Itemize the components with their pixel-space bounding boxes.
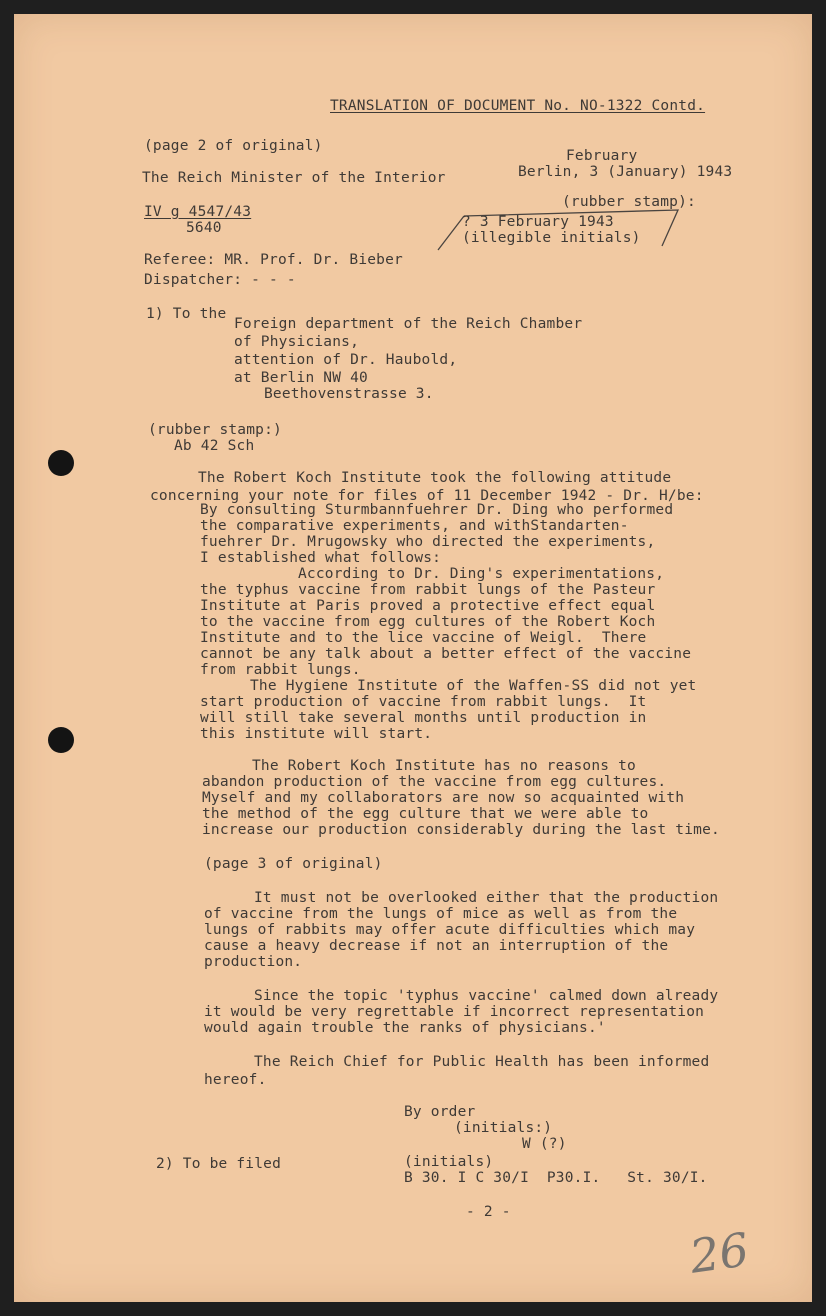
date-line: Berlin, 3 (January) 1943 xyxy=(518,164,733,180)
body-line: cause a heavy decrease if not an interruption of the xyxy=(204,938,669,954)
handwritten-number: 26 xyxy=(686,1222,753,1284)
address-line: 1) To the xyxy=(146,306,227,322)
sender: The Reich Minister of the Interior xyxy=(142,170,446,186)
rubber-stamp-code: Ab 42 Sch xyxy=(174,438,255,454)
by-order: By order xyxy=(404,1104,476,1120)
body-line: the comparative experiments, and withStandarten- xyxy=(200,518,629,534)
body-line: cannot be any talk about a better effect of the vaccine xyxy=(200,646,692,662)
body-line: increase our production considerably during the last time. xyxy=(202,822,720,838)
body-line: fuehrer Dr. Mrugowsky who directed the experiments, xyxy=(200,534,656,550)
address-line: Beethovenstrasse 3. xyxy=(264,386,434,402)
file-number: IV g 4547/43 xyxy=(144,204,252,220)
initials-label: (initials:) xyxy=(454,1120,553,1136)
punch-hole xyxy=(48,727,74,753)
body-line: The Robert Koch Institute took the following attitude xyxy=(198,470,672,486)
body-line: abandon production of the vaccine from egg cultures. xyxy=(202,774,667,790)
page-number: - 2 - xyxy=(466,1204,511,1220)
document-page xyxy=(14,14,812,1302)
address-line: Foreign department of the Reich Chamber xyxy=(234,316,583,332)
body-line: It must not be overlooked either that the production xyxy=(254,890,719,906)
body-line: production. xyxy=(204,954,303,970)
rubber-stamp-label: (rubber stamp:) xyxy=(148,422,282,438)
body-line: will still take several months until production in xyxy=(200,710,647,726)
body-line: lungs of rabbits may offer acute difficulties which may xyxy=(204,922,696,938)
date-month: February xyxy=(566,148,638,164)
body-line: Institute at Paris proved a protective effect equal xyxy=(200,598,656,614)
body-line: By consulting Sturmbannfuehrer Dr. Ding who performed xyxy=(200,502,674,518)
page-reference-3: (page 3 of original) xyxy=(204,856,383,872)
body-line: of vaccine from the lungs of mice as well as from the xyxy=(204,906,678,922)
body-line: Myself and my collaborators are now so acquainted with xyxy=(202,790,685,806)
body-line: The Reich Chief for Public Health has been informed xyxy=(254,1054,710,1070)
stamp-date: ? 3 February 1943 xyxy=(462,214,614,230)
address-line: of Physicians, xyxy=(234,334,360,350)
body-line: to the vaccine from egg cultures of the Robert Koch xyxy=(200,614,656,630)
body-line: the method of the egg culture that we were able to xyxy=(202,806,649,822)
initials2: (initials) xyxy=(404,1154,494,1170)
document-title: TRANSLATION OF DOCUMENT No. NO-1322 Contd. xyxy=(330,98,706,114)
punch-hole xyxy=(48,450,74,476)
body-line: Institute and to the lice vaccine of Weigl. There xyxy=(200,630,647,646)
page-reference: (page 2 of original) xyxy=(144,138,323,154)
body-line: The Hygiene Institute of the Waffen-SS did not yet xyxy=(250,678,697,694)
body-line: this institute will start. xyxy=(200,726,433,742)
body-line: hereof. xyxy=(204,1072,267,1088)
body-line: the typhus vaccine from rabbit lungs of the Pasteur xyxy=(200,582,656,598)
to-be-filed: 2) To be filed xyxy=(156,1156,282,1172)
stamp-initials: (illegible initials) xyxy=(462,230,641,246)
body-line: from rabbit lungs. xyxy=(200,662,361,678)
body-line: concerning your note for files of 11 December 1942 - Dr. H/be: xyxy=(150,488,704,504)
distribution-codes: B 30. I C 30/I P30.I. St. 30/I. xyxy=(404,1170,708,1186)
body-line: start production of vaccine from rabbit lungs. It xyxy=(200,694,647,710)
body-line: would again trouble the ranks of physicians.' xyxy=(204,1020,606,1036)
referee: Referee: MR. Prof. Dr. Bieber xyxy=(144,252,403,268)
dispatcher: Dispatcher: - - - xyxy=(144,272,296,288)
address-line: attention of Dr. Haubold, xyxy=(234,352,458,368)
body-line: The Robert Koch Institute has no reasons to xyxy=(252,758,636,774)
body-line: According to Dr. Ding's experimentations, xyxy=(298,566,665,582)
address-line: at Berlin NW 40 xyxy=(234,370,368,386)
initials-value: W (?) xyxy=(522,1136,567,1152)
body-line: it would be very regrettable if incorrect representation xyxy=(204,1004,705,1020)
file-subnumber: 5640 xyxy=(186,220,222,236)
stamp-label: (rubber stamp): xyxy=(562,194,696,210)
body-line: I established what follows: xyxy=(200,550,442,566)
body-line: Since the topic 'typhus vaccine' calmed down already xyxy=(254,988,719,1004)
